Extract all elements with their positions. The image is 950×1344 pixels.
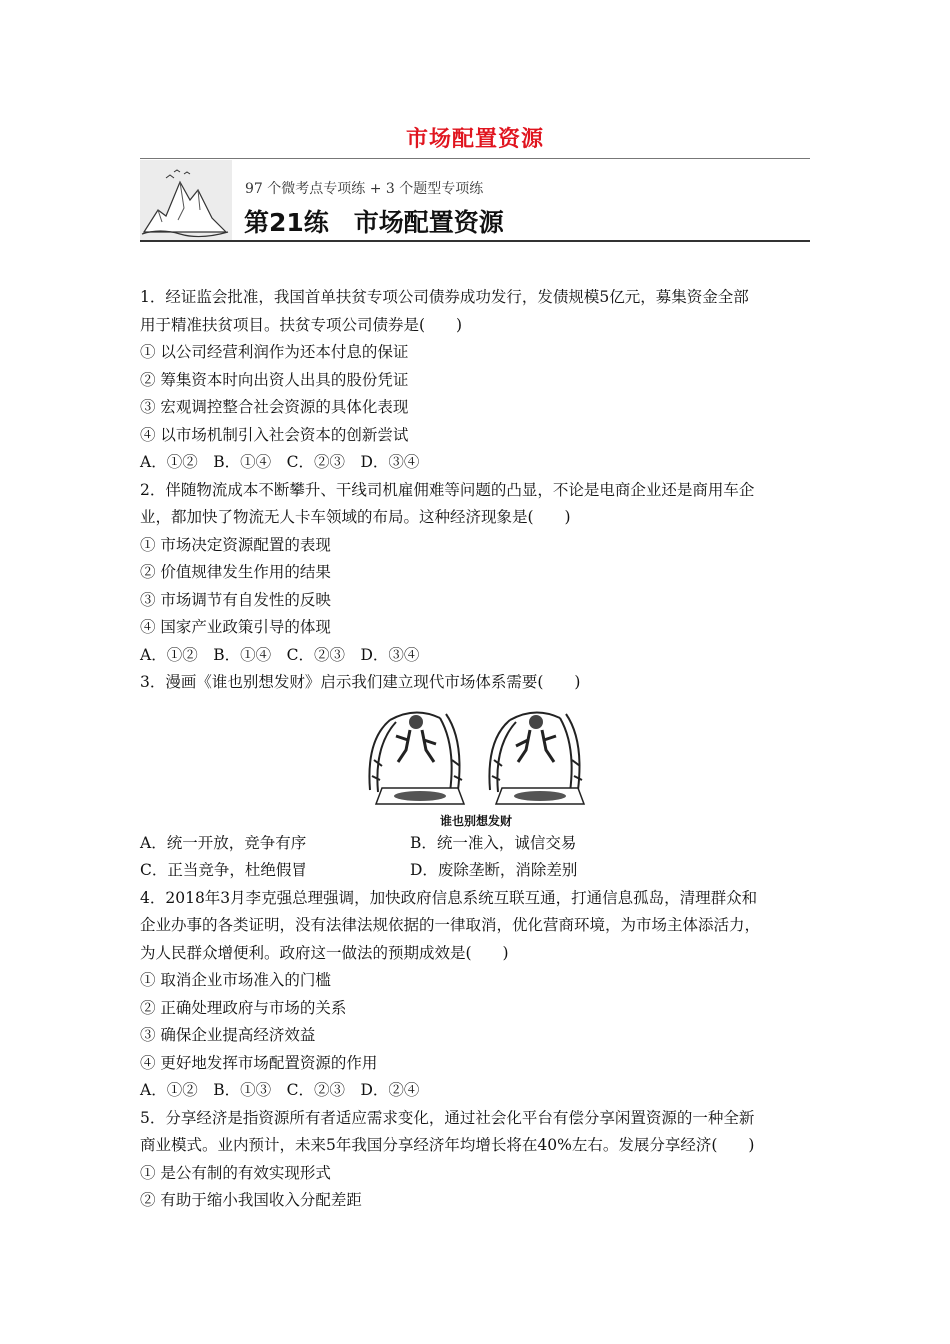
q3-option-a: A．统一开放，竞争有序	[140, 833, 307, 852]
banner-bottom-rule	[140, 240, 810, 242]
q2-item-3: ③ 市场调节有自发性的反映	[140, 590, 331, 609]
question-4	[140, 885, 812, 1105]
q3-option-d: D．废除垄断，消除差别	[410, 861, 578, 879]
q2-stem-line1: 2．伴随物流成本不断攀升、干线司机雇佣难等问题的凸显，不论是电商企业还是商用车企	[140, 480, 755, 499]
q3-options-row1	[140, 830, 812, 858]
q4-item-1: ① 取消企业市场准入的门槛	[140, 971, 331, 989]
q4-item-3: ③ 确保企业提高经济效益	[140, 1026, 316, 1044]
q4-stem-line3: 为人民群众增便利。政府这一做法的预期成效是( )	[140, 943, 509, 962]
q1-options: A．①② B．①④ C．②③ D．③④	[140, 453, 420, 471]
banner-top-rule	[140, 158, 810, 159]
q1-stem-line2: 用于精准扶贫项目。扶贫专项公司债券是( )	[140, 315, 463, 334]
cartoon-caption: 谁也别想发财	[439, 813, 512, 828]
cartoon-figure	[140, 700, 812, 830]
q3-options-row2	[140, 857, 812, 885]
q3-stem: 3．漫画《谁也别想发财》启示我们建立现代市场体系需要( )	[140, 673, 581, 691]
cartoon-illustration	[360, 700, 592, 810]
page-title: 市场配置资源	[405, 126, 544, 152]
banner-title: 第21练 市场配置资源	[244, 208, 504, 237]
q3-option-c: C．正当竞争，杜绝假冒	[140, 861, 307, 879]
q1-item-2: ② 筹集资本时向出资人出具的股份凭证	[140, 370, 409, 389]
q4-item-2: ② 正确处理政府与市场的关系	[140, 998, 347, 1017]
q1-item-4: ④ 以市场机制引入社会资本的创新尝试	[140, 425, 409, 444]
q2-item-1: ① 市场决定资源配置的表现	[140, 535, 331, 554]
question-5	[140, 1105, 812, 1215]
q2-stem-line2: 业，都加快了物流无人卡车领域的布局。这种经济现象是( )	[140, 508, 571, 526]
q4-item-4: ④ 更好地发挥市场配置资源的作用	[140, 1053, 378, 1072]
q2-item-4: ④ 国家产业政策引导的体现	[140, 618, 331, 636]
banner-series: 97 个微考点专项练 + 3 个题型专项练	[245, 181, 484, 197]
question-list	[140, 284, 812, 1215]
q4-options: A．①② B．①③ C．②③ D．②④	[140, 1081, 420, 1099]
question-2	[140, 477, 812, 670]
q4-stem-line1: 4．2018年3月李克强总理强调，加快政府信息系统互联互通，打通信息孤岛，清理群众和	[140, 888, 758, 907]
mountain-landscape-icon	[140, 160, 232, 240]
header-banner	[140, 158, 810, 242]
q5-stem-line2: 商业模式。业内预计，未来5年我国分享经济年均增长将在40%左右。发展分享经济( )	[140, 1136, 755, 1154]
q3-option-b: B．统一准入，诚信交易	[410, 833, 577, 852]
q5-item-2: ② 有助于缩小我国收入分配差距	[140, 1191, 362, 1209]
q4-stem-line2: 企业办事的各类证明，没有法律法规依据的一律取消，优化营商环境，为市场主体添活力，	[140, 916, 761, 934]
q2-item-2: ② 价值规律发生作用的结果	[140, 563, 331, 581]
q1-stem-line1: 1．经证监会批准，我国首单扶贫专项公司债券成功发行，发债规模5亿元，募集资金全部	[140, 288, 749, 306]
q1-item-1: ① 以公司经营利润作为还本付息的保证	[140, 343, 409, 361]
question-1	[140, 284, 812, 477]
q5-stem-line1: 5．分享经济是指资源所有者适应需求变化，通过社会化平台有偿分享闲置资源的一种全新	[140, 1108, 755, 1127]
question-3	[140, 669, 812, 885]
q1-item-3: ③ 宏观调控整合社会资源的具体化表现	[140, 398, 409, 416]
q2-options: A．①② B．①④ C．②③ D．③④	[140, 645, 420, 664]
q5-item-1: ① 是公有制的有效实现形式	[140, 1163, 331, 1182]
